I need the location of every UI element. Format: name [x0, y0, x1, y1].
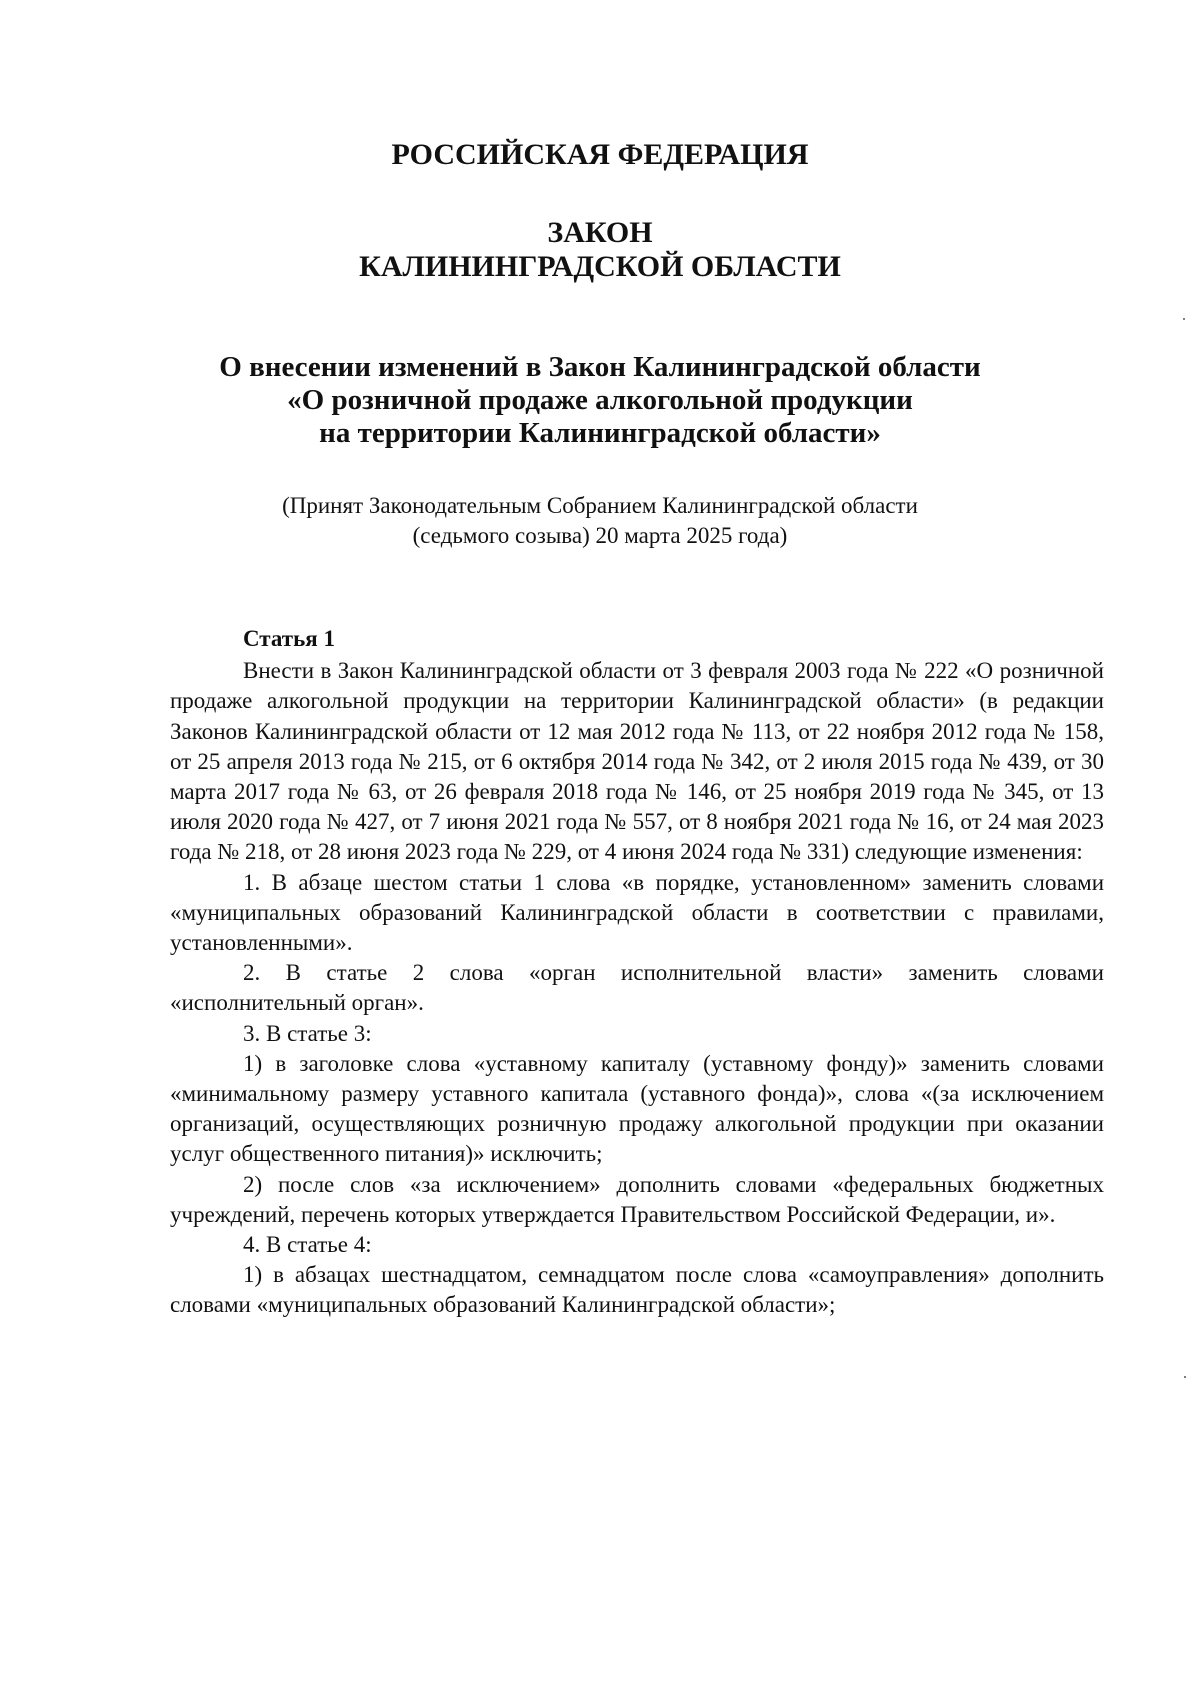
law-heading-line-2: КАЛИНИНГРАДСКОЙ ОБЛАСТИ [359, 250, 841, 283]
adoption-note [0, 491, 1200, 551]
country-heading [0, 138, 1200, 172]
article-paragraph: Внести в Закон Калининградской области от 3 февраля 2003 года № 222 «О розничной продаже алкогольной продукции на территории Калининградской области» (в редакции Законов Калининградской области от 12 мая 2012 года № 113, от 22 ноября 2012 года № 158, от 25 апреля 2013 года № 215, от 6 октября 2014 года № 342, от 2 июля 2015 года № 439, от 30 марта 2017 года № 63, от 26 февраля 2018 года № 146, от 25 ноября 2019 года № 345, от 13 июля 2020 года № 427, от 7 июня 2021 года № 557, от 8 ноября 2021 года № 16, от 24 мая 2023 года № 218, от 28 июня 2023 года № 229, от 4 июня 2024 года № 331) следующие изменения: [170, 658, 1104, 865]
country-name: РОССИЙСКАЯ ФЕДЕРАЦИЯ [391, 138, 809, 171]
document-title-line-1: О внесении изменений в Закон Калининградской области [219, 351, 981, 383]
adoption-note-line-2: (седьмого созыва) 20 марта 2025 года) [412, 523, 788, 548]
document-title-line-3: на территории Калининградской области» [319, 417, 881, 449]
document-title-line-2: «О розничной продаже алкогольной продукции [287, 384, 913, 416]
law-heading-line-1: ЗАКОН [547, 216, 653, 249]
article-body [170, 624, 1104, 1321]
article-paragraph: 1) в заголовке слова «уставному капиталу (уставному фонду)» заменить словами «минимальному размеру уставного капитала (уставного фонда)», слова «(за исключением организаций, осуществляющих розничную продажу алкогольной продукции при оказании услуг общественного питания)» исключить; [170, 1050, 1104, 1167]
adoption-note-line-1: (Принят Законодательным Собранием Калининградской области [282, 493, 918, 518]
article-paragraph: 3. В статье 3: [243, 1020, 372, 1046]
article-paragraph: 4. В статье 4: [243, 1232, 372, 1258]
scan-speck [1183, 318, 1185, 320]
law-heading [0, 216, 1200, 284]
article-paragraph: 2. В статье 2 слова «орган исполнительной власти» заменить словами «исполнительный орган». [170, 960, 1104, 1016]
article-paragraph: 2) после слов «за исключением» дополнить словами «федеральных бюджетных учреждений, перечень которых утверждается Правительством Российской Федерации, и». [170, 1171, 1104, 1227]
article-heading: Статья 1 [243, 626, 335, 651]
document-title [0, 351, 1200, 450]
scan-speck [1184, 1376, 1186, 1378]
article-paragraph: 1) в абзацах шестнадцатом, семнадцатом после слова «самоуправления» дополнить словами «муниципальных образований Калининградской области»; [170, 1262, 1104, 1318]
article-paragraph: 1. В абзаце шестом статьи 1 слова «в порядке, установленном» заменить словами «муниципальных образований Калининградской области в соответствии с правилами, установленными». [170, 869, 1104, 956]
